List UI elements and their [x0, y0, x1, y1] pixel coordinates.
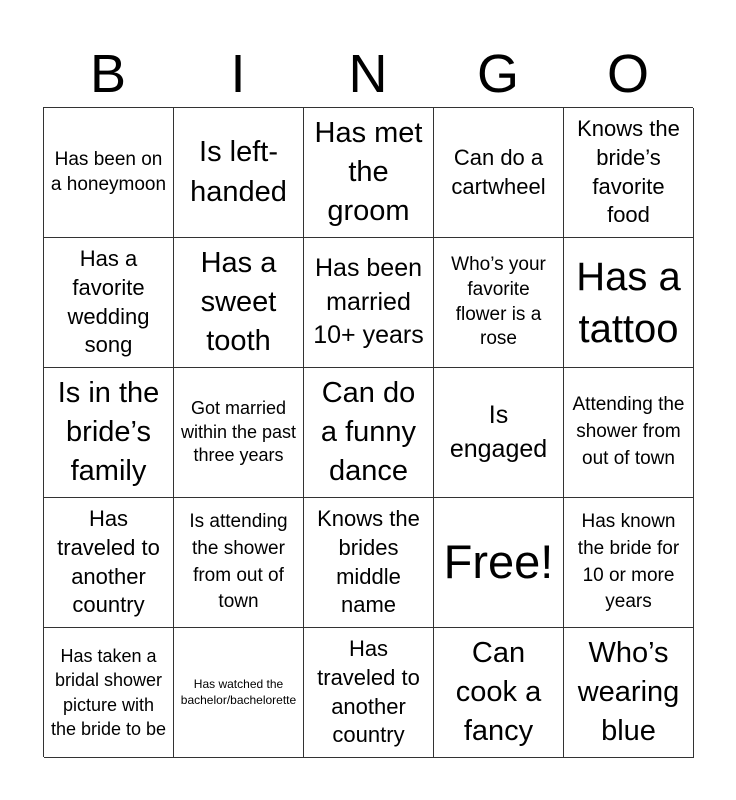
bingo-cell[interactable]	[564, 238, 694, 368]
cell-text: Attending the shower from out of town	[572, 394, 685, 469]
bingo-cell[interactable]	[564, 368, 694, 498]
bingo-cell[interactable]	[434, 108, 564, 238]
cell-text: Knows the bride’s favorite food	[577, 116, 680, 228]
cell-text: Is attending the shower from out of town	[189, 510, 288, 613]
bingo-cell[interactable]	[564, 628, 694, 758]
cell-text: Has known the bride for 10 or more years	[577, 510, 680, 613]
bingo-cell[interactable]	[304, 108, 434, 238]
cell-text: Is left-handed	[190, 136, 287, 208]
cell-text: Has been married 10+ years	[313, 253, 424, 350]
cell-text: Has watched the bachelor/bachelorette	[180, 676, 297, 707]
bingo-cell[interactable]	[174, 238, 304, 368]
cell-text: Can do a cartwheel	[451, 144, 546, 199]
bingo-cell[interactable]	[434, 238, 564, 368]
cell-text: Has been on a honeymoon	[50, 148, 167, 195]
cell-text: Has traveled to another country	[57, 506, 160, 618]
cell-text: Has a sweet tooth	[200, 246, 277, 358]
bingo-board	[43, 107, 693, 757]
bingo-cell[interactable]	[304, 628, 434, 758]
bingo-cell[interactable]	[434, 368, 564, 498]
header-letter-o: O	[606, 44, 649, 104]
cell-text: Has taken a bridal shower picture with the bride to be	[50, 645, 167, 739]
bingo-cell[interactable]	[44, 108, 174, 238]
header-letter-g: G	[476, 44, 519, 104]
cell-text: Who’s wearing blue	[577, 636, 680, 748]
cell-text: Who’s your favorite flower is a rose	[451, 254, 546, 350]
bingo-cell[interactable]	[44, 498, 174, 628]
header-letter-i: I	[230, 44, 246, 104]
cell-text: Has met the groom	[314, 116, 423, 228]
bingo-cell[interactable]	[564, 498, 694, 628]
bingo-cell[interactable]	[304, 368, 434, 498]
cell-text: Can cook a fancy	[455, 636, 542, 748]
header-letter-b: B	[89, 44, 127, 104]
free-space-cell[interactable]	[434, 498, 564, 628]
cell-text: Is engaged	[449, 400, 548, 463]
free-space-text: Free!	[443, 535, 554, 589]
cell-text: Has a favorite wedding song	[67, 246, 150, 358]
cell-text: Got married within the past three years	[180, 398, 297, 466]
bingo-cell[interactable]	[564, 108, 694, 238]
bingo-cell[interactable]	[174, 628, 304, 758]
bingo-cell[interactable]	[44, 628, 174, 758]
bingo-cell[interactable]	[174, 108, 304, 238]
bingo-cell[interactable]	[304, 498, 434, 628]
bingo-cell[interactable]	[44, 238, 174, 368]
bingo-cell[interactable]	[174, 368, 304, 498]
bingo-cell[interactable]	[174, 498, 304, 628]
cell-text: Has a tattoo	[576, 254, 681, 351]
bingo-cell[interactable]	[304, 238, 434, 368]
cell-text: Is in the bride’s family	[57, 376, 160, 488]
cell-text: Knows the brides middle name	[317, 506, 420, 618]
header-letter-n: N	[348, 44, 388, 104]
bingo-cell[interactable]	[44, 368, 174, 498]
bingo-cell[interactable]	[434, 628, 564, 758]
cell-text: Can do a funny dance	[320, 376, 417, 488]
cell-text: Has traveled to another country	[317, 636, 420, 748]
bingo-header	[43, 40, 693, 108]
